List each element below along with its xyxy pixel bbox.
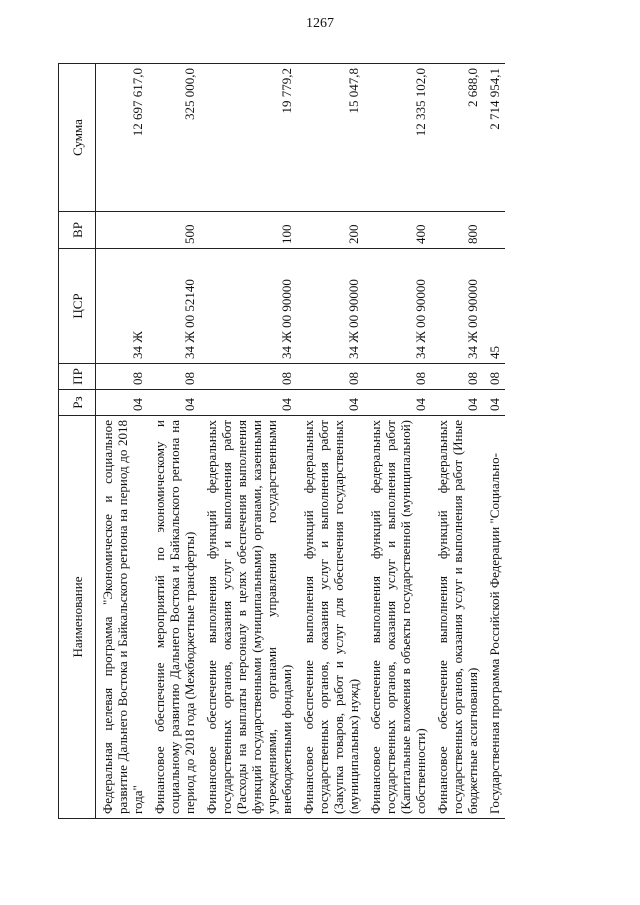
row-vr: 100 <box>200 212 297 249</box>
table-row <box>297 64 364 819</box>
budget-table <box>58 63 505 819</box>
row-sum: 19 779,2 <box>200 64 297 212</box>
table-row <box>431 64 483 819</box>
header-name: Наименование <box>59 416 96 819</box>
row-sum: 2 688,0 <box>431 64 483 212</box>
table-row <box>200 64 297 819</box>
row-sum: 325 000,0 <box>148 64 200 212</box>
row-sum: 15 047,8 <box>297 64 364 212</box>
row-pr: 08 <box>96 364 149 390</box>
row-csr: 45 <box>483 249 505 364</box>
row-rz: 04 <box>364 390 431 416</box>
row-pr: 08 <box>483 364 505 390</box>
row-name: Финансовое обеспечение выполнения функций федеральных государственных органов, оказания услуг и выполнения работ (Иные бюджетные ассигнования) <box>431 416 483 819</box>
row-name: Государственная программа Российской Федерации "Социально- <box>483 416 505 819</box>
row-name: Финансовое обеспечение выполнения функций федеральных государственных органов, оказания услуг и выполнения работ (Капитальные вложения в объекты государственной (муниципальной) собственности) <box>364 416 431 819</box>
row-sum: 2 714 954,1 <box>483 64 505 212</box>
row-vr: 500 <box>148 212 200 249</box>
row-name: Финансовое обеспечение выполнения функций федеральных государственных органов, оказания услуг и выполнения работ (Расходы на выплаты персоналу в целях обеспечения выполнения функций государственными (муниципальными) органами, казенными учреждениями, органами управления государственными внебюджетными фондами) <box>200 416 297 819</box>
row-sum: 12 335 102,0 <box>364 64 431 212</box>
row-name: Финансовое обеспечение мероприятий по экономическому и социальному развитию Дальнего Востока и Байкальского региона на период до 2018 года (Межбюджетные трансферты) <box>148 416 200 819</box>
table-row <box>364 64 431 819</box>
row-rz: 04 <box>96 390 149 416</box>
table-row <box>148 64 200 819</box>
table-header <box>59 64 96 819</box>
row-csr: 34 Ж 00 90000 <box>364 249 431 364</box>
row-pr: 08 <box>148 364 200 390</box>
row-sum: 12 697 617,0 <box>96 64 149 212</box>
row-name: Федеральная целевая программа "Экономическое и социальное развитие Дальнего Востока и Байкальского региона на период до 2018 года" <box>96 416 149 819</box>
header-sum: Сумма <box>59 64 96 212</box>
row-pr: 08 <box>364 364 431 390</box>
row-rz: 04 <box>200 390 297 416</box>
row-pr: 08 <box>297 364 364 390</box>
row-rz: 04 <box>431 390 483 416</box>
table-row <box>483 64 505 819</box>
row-vr: 200 <box>297 212 364 249</box>
row-pr: 08 <box>200 364 297 390</box>
row-name: Финансовое обеспечение выполнения функций федеральных государственных органов, оказания услуг и выполнения работ (Закупка товаров, работ и услуг для обеспечения государственных (муниципальных) нужд) <box>297 416 364 819</box>
row-csr: 34 Ж 00 90000 <box>297 249 364 364</box>
header-pr: ПР <box>59 364 96 390</box>
row-vr <box>483 212 505 249</box>
row-csr: 34 Ж <box>96 249 149 364</box>
header-vr: ВР <box>59 212 96 249</box>
row-rz: 04 <box>483 390 505 416</box>
header-csr: ЦСР <box>59 249 96 364</box>
row-vr: 800 <box>431 212 483 249</box>
row-rz: 04 <box>148 390 200 416</box>
row-pr: 08 <box>431 364 483 390</box>
row-csr: 34 Ж 00 52140 <box>148 249 200 364</box>
row-rz: 04 <box>297 390 364 416</box>
header-rz: Рз <box>59 390 96 416</box>
row-vr: 400 <box>364 212 431 249</box>
table-row <box>96 64 149 819</box>
page-number: 1267 <box>306 16 334 31</box>
row-csr: 34 Ж 00 90000 <box>431 249 483 364</box>
row-vr <box>96 212 149 249</box>
row-csr: 34 Ж 00 90000 <box>200 249 297 364</box>
